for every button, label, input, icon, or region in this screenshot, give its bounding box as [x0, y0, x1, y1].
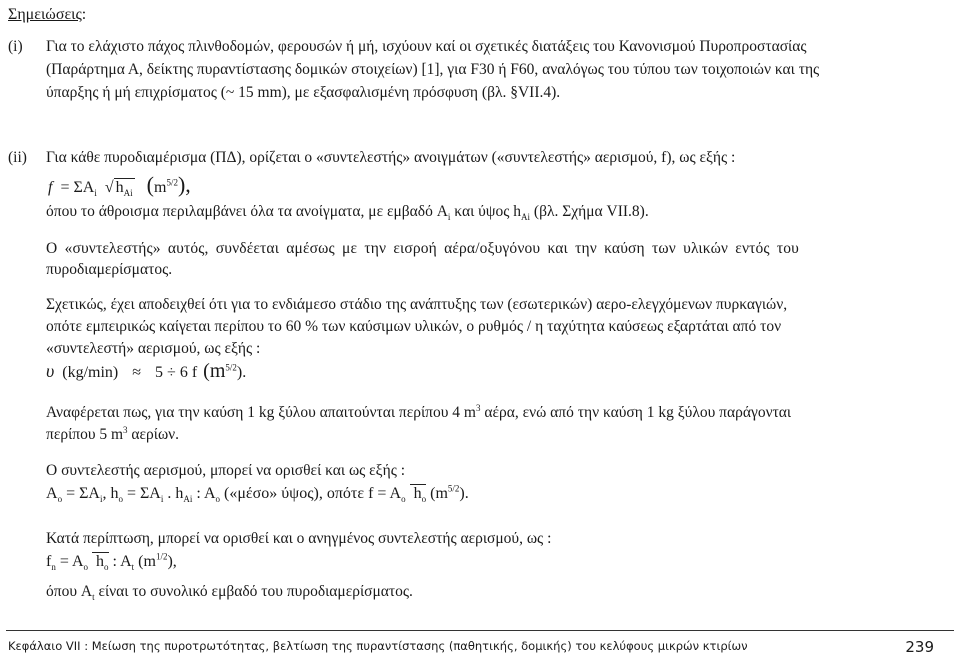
note-ii-number: (ii) [8, 149, 27, 166]
f4-colon: : A [108, 553, 132, 570]
f3-a-sub: o [57, 494, 63, 505]
f4-t-sub: t [131, 562, 135, 573]
footer-chapter-title: Κεφάλαιο VII : Μείωση της πυροτρωτότητας, βελτίωση της πυραντίστασης (παθητικής, δομικής) του κελύφους μικρών κτιρίων [8, 639, 748, 653]
note-ii-p2-line-2: πυροδιαμερίσματος. [46, 261, 173, 278]
f4-f-sub: n [51, 562, 56, 573]
f3-unit: (m [426, 485, 448, 502]
f3-o-sub3: o [421, 494, 427, 505]
formula2-tail: ). [236, 364, 247, 381]
formula-sum: ΣA [73, 179, 95, 196]
formula2-paren: (m [203, 360, 226, 382]
formula-vent-factor [48, 172, 191, 198]
p4-text: Αναφέρεται πως, για την καύση 1 kg ξύλου απαιτούνται περίπου 4 m [46, 404, 476, 421]
f3-o-sub: o [215, 494, 220, 505]
f3-exp: 5/2 [447, 483, 460, 494]
p4-line2-a: περίπου 5 m [46, 426, 124, 443]
notes-heading-colon: : [81, 6, 87, 23]
f3-comma: , h [102, 485, 119, 502]
note-ii-p3-line-3: «συντελεστή» αερισμού, ως εξής : [46, 340, 261, 357]
f3-eq1: = ΣA [62, 485, 100, 502]
formula-sub-ai: Ai [123, 188, 133, 199]
p4-text-b: αέρα, ενώ από την καύση 1 kg ξύλου παράγονται [480, 404, 792, 421]
note-ii-p4-line-1 [46, 402, 791, 424]
note-ii-p3-line-1: Σχετικώς, έχει αποδειχθεί ότι για το ενδιάμεσο στάδιο της ανάπτυξης των (εσωτερικών) αερο-ελεγχόμενων πυρκαγιών, [46, 296, 788, 313]
f4-h: h [92, 553, 105, 570]
note-ii-p2-line-1: Ο «συντελεστής» αυτός, συνδέεται αμέσως με την εισροή αέρα/οξυγόνου και την καύση των υλικών εντός του [46, 240, 800, 257]
sqrt-sign: √ [104, 179, 114, 196]
formula-mean-height [46, 485, 469, 503]
f3-dot: . h [163, 485, 184, 502]
f4-o-sub2: o [104, 562, 109, 573]
page-number: 239 [905, 638, 934, 656]
p1-end: (βλ. Σχήμα VII.8). [530, 203, 649, 220]
f4-tail: ), [167, 553, 177, 570]
p1-mid: και ύψος h [450, 203, 522, 220]
notes-heading-text: Σημειώσεις [8, 6, 82, 23]
formula-reduced-factor [46, 553, 177, 571]
formula-h: h [115, 179, 124, 196]
p1-sub: i [447, 212, 451, 223]
p4-sup2: 3 [123, 424, 128, 435]
p7-sub: t [92, 592, 95, 603]
f4-o-sub: o [83, 562, 89, 573]
f3-ai-sub: Ai [183, 494, 193, 505]
f3-h2: h [409, 485, 422, 502]
f4-eq: = A [55, 553, 84, 570]
p7-a: όπου A [46, 583, 93, 600]
formula-eq: = [60, 179, 70, 196]
sqrt-body [114, 178, 135, 199]
f3-eq2: = ΣA [122, 485, 161, 502]
f3-i-sub2: i [160, 494, 164, 505]
note-i-line-2: (Παράρτημα Α, δείκτης πυραντίστασης δομικών στοιχείων) [1], για F30 ή F60, αναλόγως του τύπου των τοιχοποιών και της [46, 61, 820, 78]
notes-heading [8, 6, 86, 24]
note-ii-p7 [46, 581, 413, 603]
f3-a: A [46, 485, 58, 502]
paren-open: ( [146, 172, 154, 197]
note-ii-p4-line-2 [46, 424, 179, 446]
p4-line2-b: αερίων. [127, 426, 180, 443]
note-ii-p3-line-2: οπότε εμπειρικώς καίγεται περίπου το 60 % των καύσιμων υλικών, ο ρυθμός / η ταχύτητα καύσεως εξαρτάται από τον [46, 318, 782, 335]
formula-exp: 5/2 [166, 177, 178, 188]
note-ii-p6: Κατά περίπτωση, μπορεί να ορισθεί και ο ανηγμένος συντελεστής αερισμού, ως : [46, 530, 552, 547]
f3-o-sub2: o [401, 494, 406, 505]
note-i-line-1: Για το ελάχιστο πάχος πλινθοδομών, φερουσών ή μή, ισχύουν καί οι σχετικές διατάξεις του Κανονισμού Πυροπροστασίας [46, 38, 807, 55]
f3-colon: : A [192, 485, 216, 502]
p1-text: όπου το άθροισμα περιλαμβάνει όλα τα ανοίγματα, με εμβαδό A [46, 203, 448, 220]
formula2-exp: 5/2 [225, 362, 237, 373]
formula2-unit: (kg/min) [62, 364, 119, 381]
note-i-line-3: ύπαρξης ή μή επιχρίσματος (~ 15 mm), με εξασφαλισμένη πρόσφυση (βλ. §VII.4). [46, 84, 561, 101]
p4-sup: 3 [475, 402, 481, 413]
p7-b: είναι το συνολικό εμβαδό του πυροδιαμερίσματος. [94, 583, 413, 600]
formula-sub-i: i [94, 188, 97, 199]
formula-burn-rate [46, 360, 246, 383]
note-ii-intro: Για κάθε πυροδιαμέρισμα (ΠΔ), ορίζεται ο «συντελεστής» ανοιγμάτων («συντελεστής» αερισμού, f), ως εξής : [46, 149, 736, 166]
formula-unit: m [153, 179, 167, 196]
f4-exp: 1/2 [155, 551, 168, 562]
formula2-upsilon: υ [46, 361, 55, 381]
note-ii-p1 [46, 201, 649, 223]
f3-note: («μέσο» ύψος), οπότε f = A [220, 485, 402, 502]
f3-tail: ). [459, 485, 469, 502]
formula-tail: ), [177, 172, 191, 197]
f4-f: f [46, 553, 52, 570]
f4-unit: (m [134, 553, 156, 570]
formula2-approx: ≈ [132, 364, 142, 381]
p1-sub2: Ai [521, 212, 531, 223]
note-ii-p5: Ο συντελεστής αερισμού, μπορεί να ορισθεί και ως εξής : [46, 462, 406, 479]
f3-h-sub: o [118, 494, 123, 505]
formula-f: f [48, 179, 53, 196]
formula2-range: 5 ÷ 6 f [155, 364, 198, 381]
f3-i-sub: i [99, 494, 103, 505]
footer-divider [6, 630, 954, 631]
note-i-number: (i) [8, 38, 23, 55]
